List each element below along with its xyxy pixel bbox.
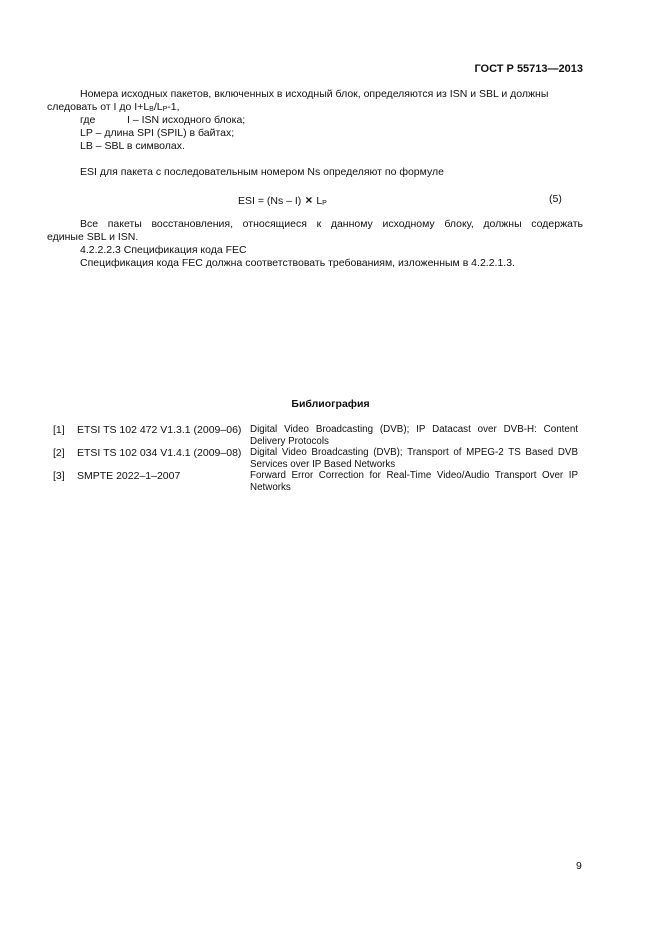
lb-definition: LB – SBL в символах. bbox=[80, 140, 185, 152]
bib-number: [1] bbox=[53, 424, 65, 436]
subscript: P bbox=[162, 106, 168, 113]
bibliography-title: Библиография bbox=[291, 398, 370, 410]
document-header: ГОСТ Р 55713—2013 bbox=[474, 63, 583, 75]
where-definition: I – ISN исходного блока; bbox=[127, 114, 246, 126]
bib-description: Digital Video Broadcasting (DVB); IP Datacast over DVB-H: Content Delivery Protocols bbox=[250, 424, 578, 447]
formula-right: L bbox=[316, 195, 323, 207]
formula-left: ESI = (Ns – I) bbox=[238, 195, 302, 207]
bib-source: SMPTE 2022–1–2007 bbox=[77, 470, 181, 482]
formula bbox=[238, 193, 327, 207]
formula-subscript: P bbox=[322, 200, 327, 207]
bib-description: Digital Video Broadcasting (DVB); Transport of MPEG-2 TS Based DVB Services over IP Based Networks bbox=[250, 447, 578, 470]
bib-source: ETSI TS 102 472 V1.3.1 (2009–06) bbox=[77, 424, 242, 436]
section-text: Спецификация кода FEC должна соответствовать требованиям, изложенным в 4.2.2.1.3. bbox=[80, 257, 515, 269]
section-heading: 4.2.2.2.3 Спецификация кода FEC bbox=[80, 244, 247, 256]
bib-number: [2] bbox=[53, 447, 65, 459]
multiply-sign: × bbox=[305, 193, 313, 207]
bib-source: ETSI TS 102 034 V1.4.1 (2009–08) bbox=[77, 447, 242, 459]
paragraph-line: Номера исходных пакетов, включенных в исходный блок, определяются из ISN и SBL и должны bbox=[80, 88, 549, 100]
bib-description: Forward Error Correction for Real-Time Video/Audio Transport Over IP Networks bbox=[250, 470, 578, 493]
equation-number: (5) bbox=[549, 193, 562, 205]
paragraph-recovery-line2: единые SBL и ISN. bbox=[47, 231, 139, 243]
subscript: B bbox=[149, 106, 154, 113]
paragraph-recovery-line1: Все пакеты восстановления, относящиеся к данному исходному блоку, должны содержать bbox=[80, 218, 583, 230]
text: -1, bbox=[167, 101, 180, 113]
text: следовать от I до I+L bbox=[47, 101, 150, 113]
text: /L bbox=[153, 101, 163, 113]
bib-number: [3] bbox=[53, 470, 65, 482]
page-number: 9 bbox=[576, 860, 582, 872]
esi-intro: ESI для пакета с последовательным номером Ns определяют по формуле bbox=[80, 166, 444, 178]
lp-definition: LP – длина SPI (SPIL) в байтах; bbox=[80, 127, 235, 139]
where-word: где bbox=[80, 114, 96, 126]
paragraph-source-packets bbox=[47, 88, 583, 102]
